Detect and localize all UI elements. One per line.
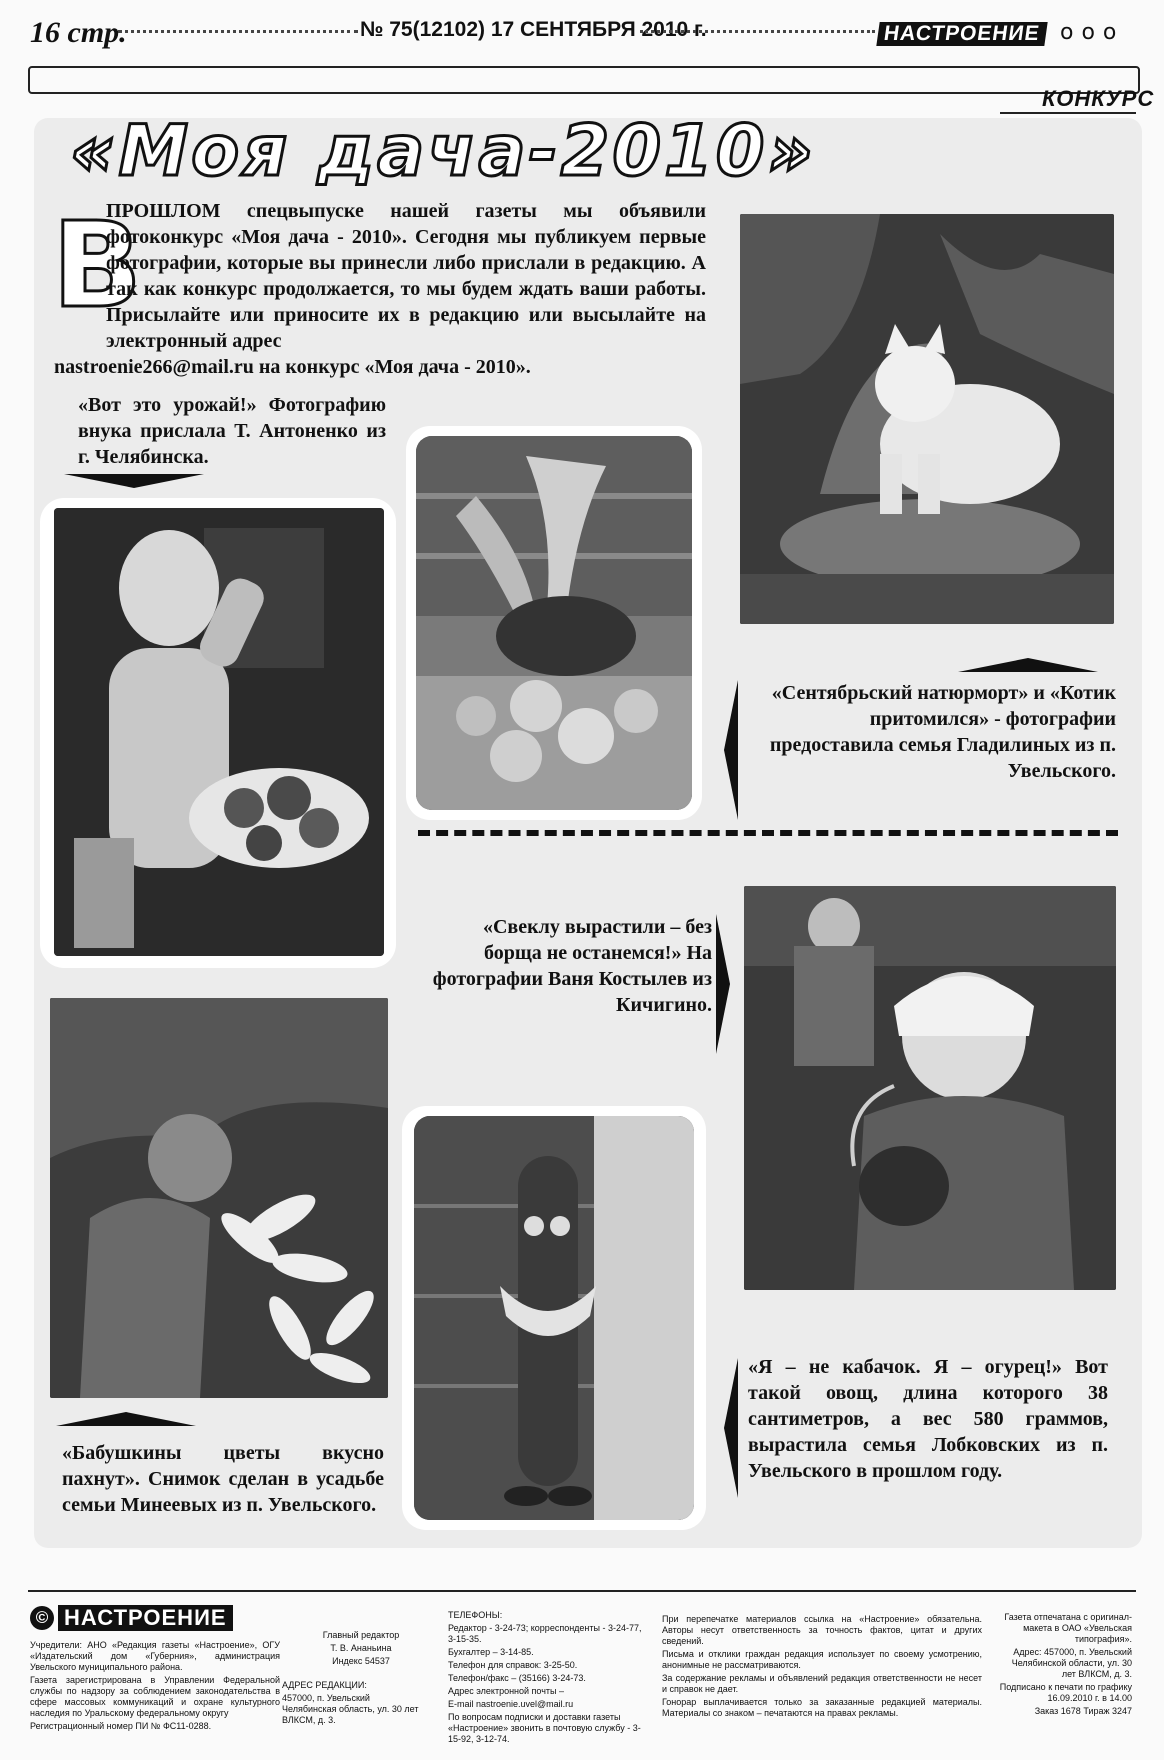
rubric-label: КОНКУРС <box>1042 86 1155 111</box>
intro-text-email: nastroenie266@mail.ru на конкурс «Моя дача - 2010». <box>54 356 531 378</box>
print-line: Заказ 1678 Тираж 3247 <box>1034 1706 1132 1716</box>
arrow-left-icon <box>724 680 738 820</box>
footer-print-info <box>998 1612 1132 1719</box>
caption-harvest: «Вот это урожай!» Фотографию внука прислала Т. Антоненко из г. Челябинска. <box>78 394 386 468</box>
copyright-icon: © <box>30 1606 54 1630</box>
rule-line: Письма и отклики граждан редакция использует по своему усмотрению, анонимные не рассматриваются. <box>662 1649 982 1670</box>
flowers-photo-icon <box>50 998 388 1398</box>
photo-flowers <box>50 998 388 1398</box>
photo-cucumber <box>414 1116 694 1520</box>
arrow-right-icon <box>716 914 730 1054</box>
editor-title: Главный редактор <box>322 1630 400 1640</box>
arrow-up-icon <box>958 658 1098 672</box>
photo-harvest <box>54 508 384 956</box>
arrow-up-icon <box>56 1412 196 1426</box>
still-life-photo-icon <box>416 436 692 810</box>
photo-beet <box>744 886 1116 1290</box>
founders-text: Учредители: АНО «Редакция газеты «Настроение», ОГУ «Издательский дом «Губерния», администрация Увельского муниципального района. <box>30 1640 280 1672</box>
registration-text: Газета зарегистрирована в Управлении Федеральной службы по надзору за соблюдением законодательства в сфере массовых коммуникаций и охране культурного наследия по Уральскому федеральному округу <box>30 1675 280 1718</box>
page-number: 16 стр. <box>30 16 127 49</box>
beet-photo-icon <box>744 886 1116 1290</box>
arrow-down-icon <box>64 474 204 488</box>
footer-editor <box>296 1630 426 1669</box>
footer-rule <box>28 1590 1136 1592</box>
caption-flowers: «Бабушкины цветы вкусно пахнут». Снимок сделан в усадьбе семьи Минеевых из п. Увельского. <box>62 1442 384 1516</box>
print-line: Подписано к печати по графику 16.09.2010 г. в 14.00 <box>999 1682 1132 1703</box>
header-dotted-rule-right <box>640 30 875 33</box>
caption-cucumber: «Я – не кабачок. Я – огурец!» Вот такой овощ, длина которого 38 сантиметров, а вес 580 граммов, вырастила семья Лобковских из п. Увельского в прошлом году. <box>748 1356 1108 1482</box>
header-frame <box>28 66 1140 94</box>
drop-cap: В <box>52 196 142 334</box>
section-divider <box>418 830 1118 836</box>
baby-photo-icon <box>54 508 384 956</box>
phone-line: E-mail nastroenie.uvel@mail.ru <box>448 1699 574 1709</box>
address-title: АДРЕС РЕДАКЦИИ: <box>282 1680 367 1690</box>
header-dotted-rule <box>118 30 358 33</box>
print-line: Адрес: 457000, п. Увельский Челябинской области, ул. 30 лет ВЛКСМ, д. 3. <box>1011 1647 1132 1679</box>
newspaper-logo: НАСТРОЕНИЕ <box>876 22 1047 46</box>
print-line: Газета отпечатана с оригинал-макета в ОАО «Увельская типография». <box>1004 1612 1132 1644</box>
footer-phones <box>448 1610 644 1747</box>
subscription-index: Индекс 54537 <box>332 1656 390 1666</box>
registration-number: Регистрационный номер ПИ № ФС11-0288. <box>30 1721 212 1731</box>
phone-line: Бухгалтер – 3-14-85. <box>448 1647 534 1657</box>
arrow-left-icon <box>724 1358 738 1498</box>
cucumber-photo-icon <box>414 1116 694 1520</box>
phone-line: Телефон/факс – (35166) 3-24-73. <box>448 1673 586 1683</box>
editor-name: Т. В. Ананьина <box>330 1643 392 1653</box>
rule-line: За содержание рекламы и объявлений редакция ответственности не несет и справок не дает. <box>662 1673 982 1694</box>
photo-cat <box>740 214 1114 624</box>
footer-address <box>282 1680 422 1728</box>
address-text: 457000, п. Увельский Челябинская область, ул. 30 лет ВЛКСМ, д. 3. <box>282 1693 419 1725</box>
footer-brand-name: НАСТРОЕНИЕ <box>58 1605 233 1631</box>
phones-title: ТЕЛЕФОНЫ: <box>448 1610 503 1620</box>
footer-logo <box>30 1604 233 1631</box>
intro-text: ПРОШЛОМ спецвыпуске нашей газеты мы объявили фотоконкурс «Моя дача - 2010». Сегодня мы публикуем первые фотографии, которые вы принесли либо прислали в редакцию. А так как конкурс продолжается, то мы будем ждать ваши работы. Присылайте или приносите их в редакцию или высылайте на электронный адрес <box>106 200 706 352</box>
issue-info: № 75(12102) 17 СЕНТЯБРЯ 2010 г. <box>360 18 707 41</box>
phone-line: Телефон для справок: 3-25-50. <box>448 1660 578 1670</box>
phone-line: Редактор - 3-24-73; корреспонденты - 3-24-77, 3-15-35. <box>448 1623 642 1644</box>
rule-line: Гонорар выплачивается только за заказанные редакцией материалы. Материалы со знаком – печатаются на правах рекламы. <box>662 1697 982 1718</box>
phone-line: По вопросам подписки и доставки газеты «Настроение» звонить в почтовую службу - 3-15-92, 3-12-74. <box>448 1712 641 1744</box>
article-title: «Моя дача-2010» <box>70 110 816 192</box>
footer-founders <box>30 1640 280 1734</box>
rule-line: При перепечатке материалов ссылка на «Настроение» обязательна. Авторы несут ответственность за точность фактов, цитат и других сведений. <box>662 1614 982 1646</box>
photo-still-life <box>416 436 692 810</box>
cat-photo-icon <box>740 214 1114 624</box>
caption-beet: «Свеклу вырастили – без борща не останемся!» На фотографии Ваня Костылев из Кичигино. <box>432 916 712 1016</box>
phone-line: Адрес электронной почты – <box>448 1686 565 1696</box>
caption-still-life: «Сентябрьский натюрморт» и «Котик притомился» - фотографии предоставила семья Гладилиных из п. Увельского. <box>769 682 1116 782</box>
header-circles: ooo <box>1060 20 1125 45</box>
rubric-underline <box>1000 112 1136 114</box>
footer-rules <box>662 1614 982 1721</box>
